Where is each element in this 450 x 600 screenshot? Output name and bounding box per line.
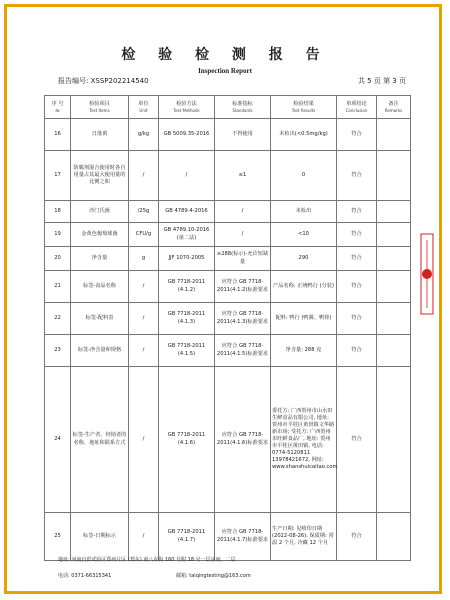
cell-conclusion: 符合 [337, 247, 377, 271]
table-row [45, 223, 411, 247]
cell-unit: / [129, 335, 159, 367]
cell-remarks [377, 303, 411, 335]
table-row [45, 247, 411, 271]
cell-remarks [377, 247, 411, 271]
cell-standard: 应符合 GB 7718-2011(4.1.3)标准要求 [215, 303, 271, 335]
cell-item: 净含量 [71, 247, 129, 271]
cell-result: 0 [271, 151, 337, 201]
cell-conclusion: 符合 [337, 271, 377, 303]
cell-remarks [377, 367, 411, 513]
table-row [45, 303, 411, 335]
cell-unit: / [129, 303, 159, 335]
cell-method: GB 5009.35-2016 [159, 119, 215, 151]
cell-item: 标签-生产者、经销者的名称、地址和联系方式 [71, 367, 129, 513]
cell-result: <10 [271, 223, 337, 247]
cell-no: 18 [45, 201, 71, 223]
cell-method: GB 7718-2011 (4.1.2) [159, 271, 215, 303]
cell-result: 产品名称: 正统鸭行 (分装) [271, 271, 337, 303]
cell-no: 23 [45, 335, 71, 367]
cell-conclusion: 符合 [337, 367, 377, 513]
cell-no: 17 [45, 151, 71, 201]
cell-conclusion: 符合 [337, 201, 377, 223]
col-item: 检验项目 Test Items [71, 96, 129, 119]
report-title: 检 验 检 测 报 告 [121, 47, 329, 63]
cell-conclusion: 符合 [337, 303, 377, 335]
cell-remarks [377, 335, 411, 367]
footer-address: 地址: 河南自贸试验区郑州片区 (郑东) 商八东街 160 号附 18 号一层房间、二层 [58, 557, 236, 563]
cell-item: 标签-食品名称 [71, 271, 129, 303]
cell-method: GB 4789.4-2016 [159, 201, 215, 223]
table-row [45, 119, 411, 151]
cell-item: 防腐剂混合使用时各自用量占其最大使用量的比例之和 [71, 151, 129, 201]
cell-unit: / [129, 151, 159, 201]
cell-method: JJF 1070-2005 [159, 247, 215, 271]
cell-standard: 应符合 GB 7718-2011(4.1.6)标准要求 [215, 367, 271, 513]
table-row [45, 513, 411, 561]
footer-phone: 电话: 0371-66315341 [58, 573, 112, 579]
cell-standard: 应符合 GB 7718-2011(4.1.2)标准要求 [215, 271, 271, 303]
cell-unit: / [129, 271, 159, 303]
cell-no: 25 [45, 513, 71, 561]
cell-method: GB 7718-2011 (4.1.5) [159, 335, 215, 367]
cell-method: GB 4789.10-2016 (第二法) [159, 223, 215, 247]
cell-conclusion: 符合 [337, 223, 377, 247]
cell-no: 24 [45, 367, 71, 513]
cell-unit: / [129, 367, 159, 513]
cell-conclusion: 符合 [337, 335, 377, 367]
cell-item: 标签-配料表 [71, 303, 129, 335]
col-conclusion: 单项结论 Conclusion [337, 96, 377, 119]
seal-stamp [420, 232, 434, 316]
cell-unit: g/kg [129, 119, 159, 151]
cell-method: GB 7718-2011 (4.1.7) [159, 513, 215, 561]
table-header-row [45, 96, 411, 119]
cell-conclusion: 符合 [337, 513, 377, 561]
cell-item: 标签-净含量和规格 [71, 335, 129, 367]
cell-item: 日落黄 [71, 119, 129, 151]
col-remarks: 备注 Remarks [377, 96, 411, 119]
cell-method: / [159, 151, 215, 201]
cell-no: 21 [45, 271, 71, 303]
cell-unit: / [129, 513, 159, 561]
cell-standard: ≤1 [215, 151, 271, 201]
col-method: 检验方法 Test Methods [159, 96, 215, 119]
cell-item: 金黄色葡萄球菌 [71, 223, 129, 247]
cell-remarks [377, 201, 411, 223]
cell-remarks [377, 513, 411, 561]
report-subtitle: Inspection Report [198, 67, 252, 75]
cell-result: 配料: 鸭行 (鸭翼、鸭肾) [271, 303, 337, 335]
table-row [45, 367, 411, 513]
footer-email: 邮箱: taiqingtesting@163.com [176, 573, 251, 579]
cell-item: 标签-日期标示 [71, 513, 129, 561]
cell-conclusion: 符合 [337, 119, 377, 151]
cell-result: 净含量: 288 克 [271, 335, 337, 367]
cell-unit: CFU/g [129, 223, 159, 247]
table-row [45, 271, 411, 303]
cell-unit: g [129, 247, 159, 271]
page-info: 共 5 页 第 3 页 [357, 77, 406, 85]
col-result: 检验结果 Test Results [271, 96, 337, 119]
cell-result: 委托方: 广西贺州市山水田生鲜食品有限公司, 地址: 贺州市平桂区黄田镇文华路新市场; 受托方: 广西贺州市旺鲜食品厂, 地址: 贺州市平桂区黄田镇, 电话: 0774-5120811 13978421672, 网址: www.shanshuicaitao.com [271, 367, 337, 513]
cell-method: GB 7718-2011 (4.1.6) [159, 367, 215, 513]
cell-result: 生产日期: 见喷印日期 (2022-08-26), 保质期: 常温 2 个月, 冷藏 12 个月 [271, 513, 337, 561]
cell-method: GB 7718-2011 (4.1.3) [159, 303, 215, 335]
cell-remarks [377, 271, 411, 303]
cell-standard: / [215, 201, 271, 223]
cell-remarks [377, 223, 411, 247]
cell-standard: 应符合 GB 7718-2011(4.1.7)标准要求 [215, 513, 271, 561]
cell-item: 沙门氏菌 [71, 201, 129, 223]
col-unit: 单位 Unit [129, 96, 159, 119]
table-row [45, 335, 411, 367]
cell-result: 290 [271, 247, 337, 271]
col-standard: 标准指标 Standards [215, 96, 271, 119]
col-no: 序 号 № [45, 96, 71, 119]
cell-no: 20 [45, 247, 71, 271]
cell-standard: ≥288(标示)-允许短缺量 [215, 247, 271, 271]
cell-result: 未检出 [271, 201, 337, 223]
cell-conclusion: 符合 [337, 151, 377, 201]
cell-standard: 不得使用 [215, 119, 271, 151]
cell-standard: / [215, 223, 271, 247]
cell-standard: 应符合 GB 7718-2011(4.1.5)标准要求 [215, 335, 271, 367]
cell-remarks [377, 119, 411, 151]
table-row [45, 201, 411, 223]
cell-unit: /25g [129, 201, 159, 223]
cell-remarks [377, 151, 411, 201]
cell-no: 19 [45, 223, 71, 247]
table-row [45, 151, 411, 201]
cell-no: 22 [45, 303, 71, 335]
report-number: 报告编号: XSSP202214540 [58, 77, 149, 85]
inspection-table [44, 95, 411, 561]
cell-no: 16 [45, 119, 71, 151]
cell-result: 未检出(<0.5mg/kg) [271, 119, 337, 151]
